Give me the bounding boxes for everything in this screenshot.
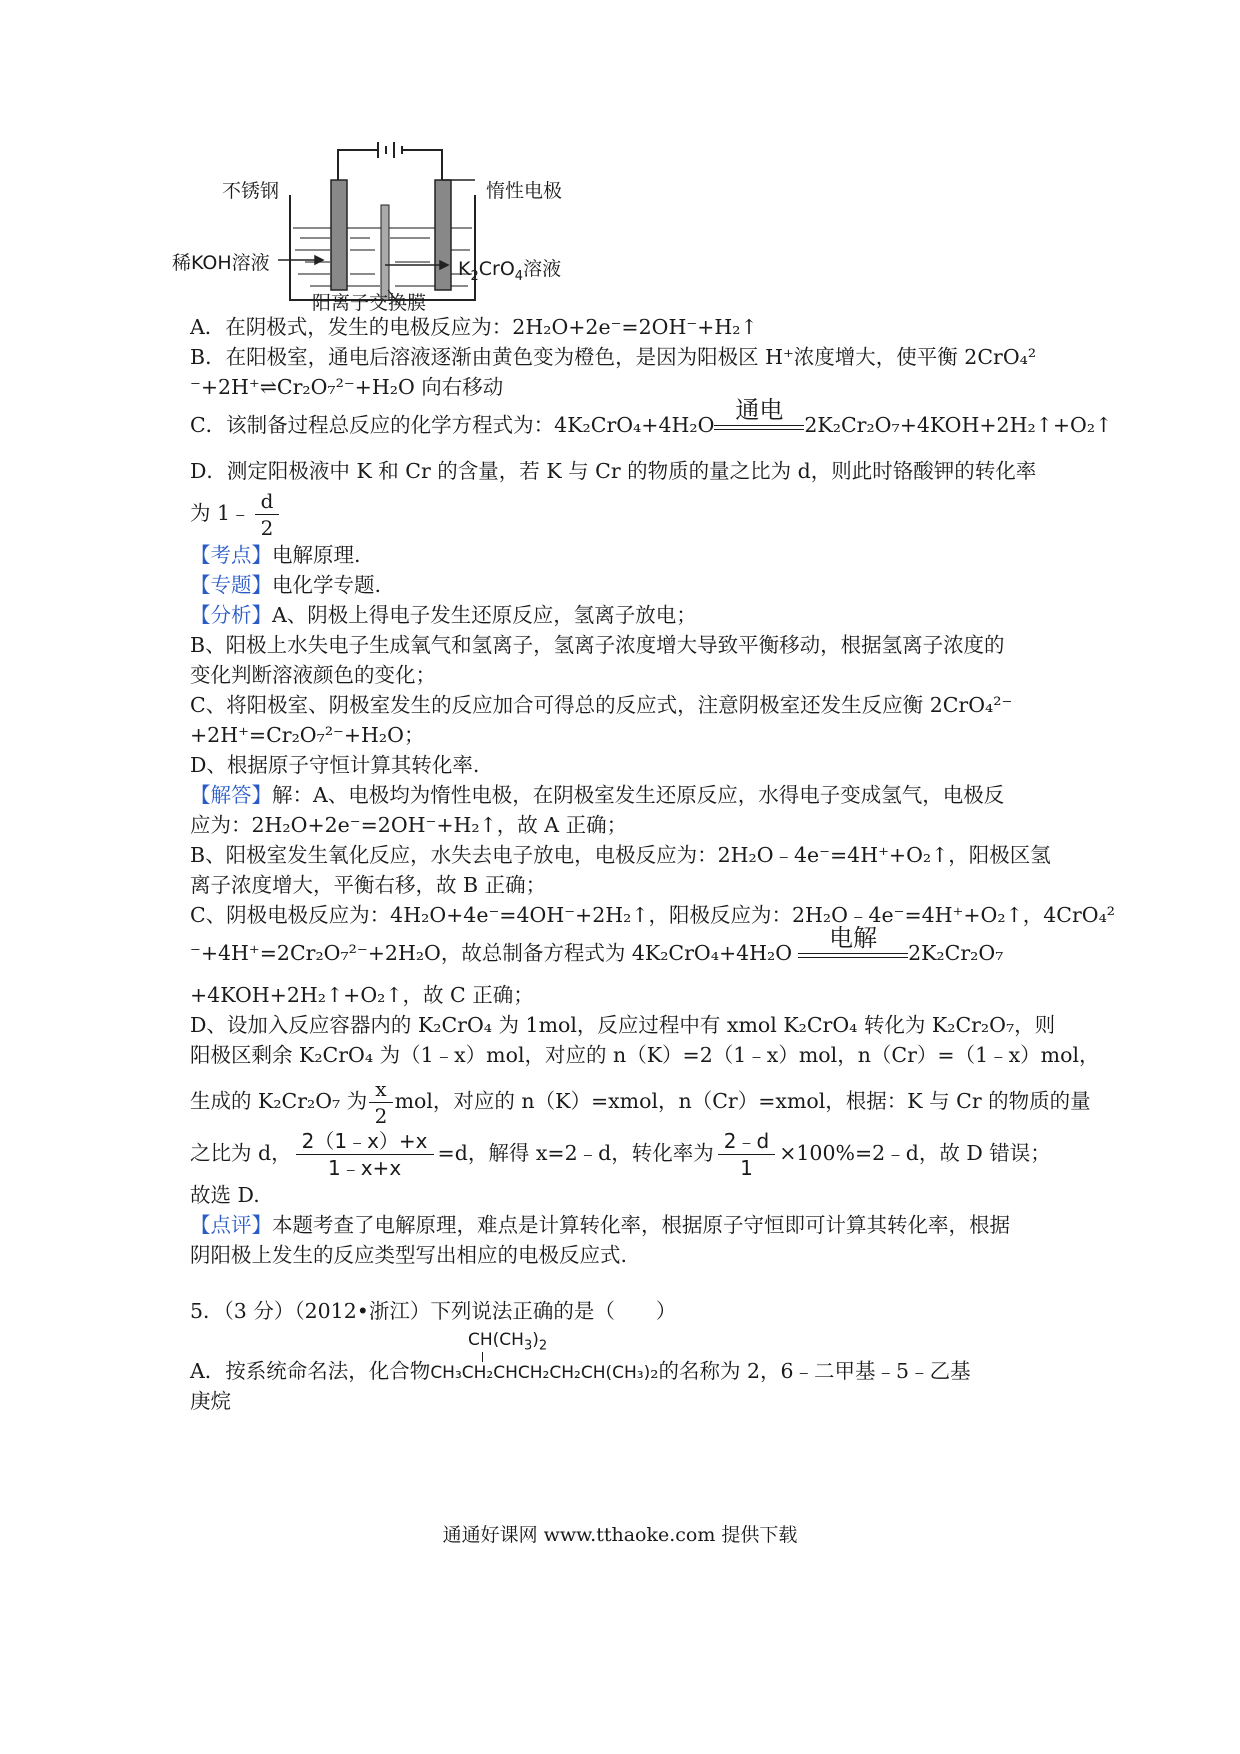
jieda-2: 应为：2H₂O+2e⁻=2OH⁻+H₂↑，故 A 正确； [190, 813, 628, 837]
fraction-x-over-2: $\frac{x}{2}$ [369, 1078, 392, 1127]
footer: 通通好课网 www.tthaoke.com 提供下载 [442, 1524, 798, 1546]
fenxi-6: D、根据原子守恒计算其转化率. [190, 753, 480, 777]
dianping: 【点评】本题考查了电解原理，难点是计算转化率，根据原子守恒即可计算其转化率，根据 [190, 1213, 1010, 1237]
label-exchange-membrane: 阳离子交换膜 [312, 292, 427, 314]
option-d-line1: D．测定阳极液中 K 和 Cr 的含量，若 K 与 Cr 的物质的量之比为 d，则此时铬酸钾的转化率 [190, 459, 1037, 483]
fenxi-2: B、阳极上水失电子生成氧气和氢离子，氢离子浓度增大导致平衡移动，根据氢离子浓度的 [190, 633, 1005, 657]
question-5-stem: 5．（3 分）（2012•浙江）下列说法正确的是（ ） [190, 1299, 677, 1323]
jieda-9: 阳极区剩余 K₂CrO₄ 为（1﹣x）mol，对应的 n（K）=2（1﹣x）mol，n（Cr）=（1﹣x）mol， [190, 1043, 1100, 1067]
question-5-option-a-2: 庚烷 [190, 1389, 231, 1413]
branch-group-label: $CH(CH_3)_2$ [468, 1330, 548, 1354]
label-dilute-koh: 稀KOH溶液 [172, 252, 270, 274]
inert-electrode [435, 180, 451, 290]
option-a: A．在阴极式，发生的电极反应为：2H₂O+2e⁻=2OH⁻+H₂↑ [190, 315, 758, 339]
kaodian: 【考点】电解原理. [190, 543, 361, 567]
zhuanti: 【专题】电化学专题. [190, 573, 382, 597]
jieda: 【解答】解：A、电极均为惰性电极，在阴极室发生还原反应，水得电子变成氢气，电极反 [190, 783, 1005, 807]
stainless-steel-electrode [331, 180, 347, 290]
jieda-4: 离子浓度增大，平衡右移，故 B 正确； [190, 873, 547, 897]
label-inert-electrode: 惰性电极 [486, 180, 563, 202]
power-source-icon [338, 142, 442, 200]
fenxi-3: 变化判断溶液颜色的变化； [190, 663, 436, 687]
jieda-7: +4KOH+2H₂↑+O₂↑，故 C 正确； [190, 983, 534, 1007]
option-b-line1: B．在阳极室，通电后溶液逐渐由黄色变为橙色，是因为阳极区 H⁺浓度增大，使平衡 2CrO₄² [190, 345, 1037, 369]
inlet-arrow-icon [278, 256, 323, 264]
dianping-2: 阴阳极上发生的反应类型写出相应的电极反应式. [190, 1243, 628, 1267]
option-b-line2: ⁻+2H⁺⇌Cr₂O₇²⁻+H₂O 向右移动 [190, 375, 504, 399]
option-c: C．该制备过程总反应的化学方程式为：4K₂CrO₄+4H₂O 通电 2K₂Cr₂O₇+4KOH+2H₂↑+O₂↑ [190, 396, 1113, 437]
cation-exchange-membrane [381, 205, 389, 300]
fraction-d-over-2: $\frac{d}{2}$ [255, 490, 280, 539]
jieda-12: 故选 D. [190, 1183, 260, 1207]
jieda-11: 之比为 d， $\frac{2(1﹣x)+x}{1﹣x+x}$ =d，解得 x=2﹣d，转化率为 $\frac{2﹣d}{1}$ ×100%=2﹣d，故 D 错误； [190, 1129, 1051, 1180]
reaction-condition-electric: 通电 [714, 395, 804, 430]
structural-formula: CH₃CH₂CHCH₂CH₂CH(CH₃) [430, 1363, 651, 1383]
fraction-conversion: $\frac{2﹣d}{1}$ [718, 1130, 775, 1179]
fenxi-5: +2H⁺=Cr₂O₇²⁻+H₂O； [190, 723, 425, 747]
fenxi: 【分析】A、阴极上得电子发生还原反应，氢离子放电； [190, 603, 697, 627]
question-5-option-a: A．按系统命名法，化合物CH₃CH₂CHCH₂CH₂CH(CH₃)₂的名称为 2，6﹣二甲基﹣5﹣乙基 [190, 1359, 971, 1383]
label-k2cro4-solution: $K_2CrO_4$溶液 [458, 258, 562, 284]
option-d-line2: 为 1﹣ $\frac{d}{2}$ [190, 490, 1070, 539]
reaction-condition-electrolysis: 电解 [798, 923, 908, 958]
jieda-8: D、设加入反应容器内的 K₂CrO₄ 为 1mol，反应过程中有 xmol K₂CrO₄ 转化为 K₂Cr₂O₇，则 [190, 1013, 1056, 1037]
fenxi-4: C、将阳极室、阴极室发生的反应加合可得总的反应式，注意阴极室还发生反应衡 2CrO₄²⁻ [190, 693, 1013, 717]
jieda-3: B、阳极室发生氧化反应，水失去电子放电，电极反应为：2H₂O﹣4e⁻=4H⁺+O₂↑，阳极区氢 [190, 843, 1051, 867]
jieda-10: 生成的 K₂Cr₂O₇ 为 $\frac{x}{2}$ mol，对应的 n（K）=xmol，n（Cr）=xmol，根据：K 与 Cr 的物质的量 [190, 1077, 1091, 1128]
label-stainless-steel: 不锈钢 [222, 180, 280, 202]
jieda-6: ⁻+4H⁺=2Cr₂O₇²⁻+2H₂O，故总制备方程式为 4K₂CrO₄+4H₂O 电解 2K₂Cr₂O₇ [190, 924, 1004, 965]
fraction-k-cr-ratio: $\frac{2(1﹣x)+x}{1﹣x+x}$ [296, 1130, 434, 1179]
jieda-5: C、阴极电极反应为：4H₂O+4e⁻=4OH⁻+2H₂↑，阳极反应为：2H₂O﹣4e⁻=4H⁺+O₂↑，4CrO₄² [190, 903, 1116, 927]
